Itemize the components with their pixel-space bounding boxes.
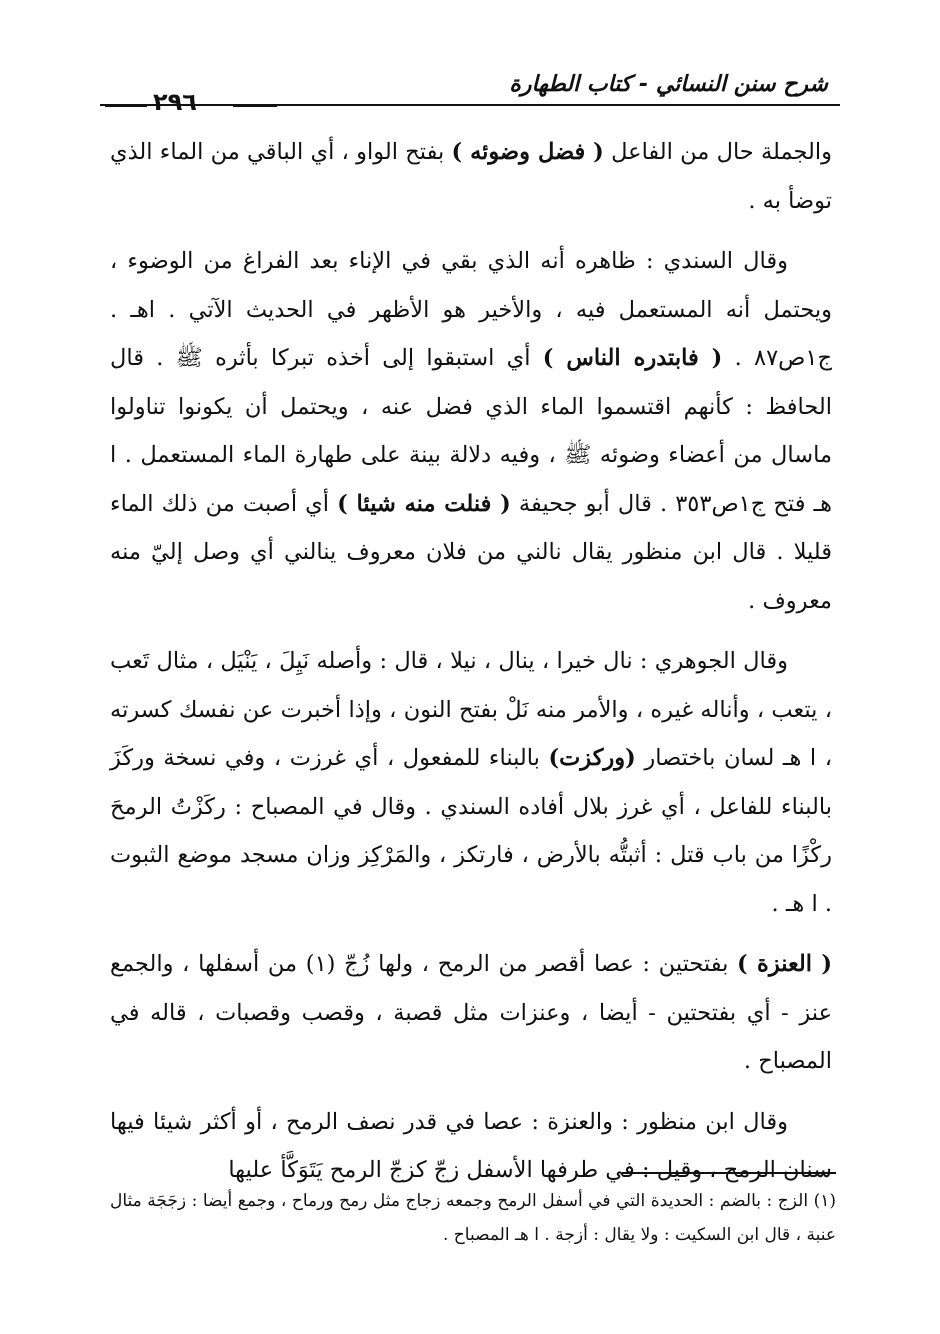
text-segment: أي أصبت من ذلك الماء قليلا . قال ابن منظور يقال نالني من فلان معروف ينالني أي وصل إليّ منه معروف .: [110, 490, 832, 614]
text-segment: بالبناء للمفعول ، أي غرزت ، وفي نسخة وركَزَ بالبناء للفاعل ، أي غرز بلال أفاده السندي . وقال في المصباح : ركَزْتُ الرمحَ ركْزًا من باب قتل : أثبتُّه بالأرض ، فارتكز ، والمَرْكِز وزان مسجد موضع الثبوت . ا هـ .: [110, 745, 832, 917]
footnote-rule: [622, 1172, 836, 1174]
bold-phrase: ( فنلت منه شيئا ): [337, 490, 511, 517]
bold-phrase: ( فابتدره الناس ): [542, 345, 723, 371]
bold-phrase: ( العنزة ): [737, 951, 832, 977]
page-number-dash-left: [105, 104, 147, 107]
bold-phrase: ( فضل وضوئه ): [451, 139, 604, 165]
footnote: (١) الزج : بالضم : الحديدة التي في أسفل الرمح وجمعه زجاج مثل رمح ورماح ، وجمع أيضا : زجَجَة مثال عنبة ، قال ابن السكيت : ولا يقال : أزجة . ا هـ المصباح .: [110, 1191, 836, 1245]
bold-phrase: (وركزت): [548, 745, 636, 771]
text-segment: بفتح الواو ، أي الباقي من الماء الذي توضأ به .: [110, 139, 832, 214]
page-number-row: [105, 88, 305, 118]
paragraph-5: [110, 1098, 832, 1195]
text-segment: أي استبقوا إلى أخذه تبركا بأثره ﷺ . قال الحافظ : كأنهم اقتسموا الماء الذي فضل عنه ، ويحتمل أن يكونوا تناولوا ماسال من أعضاء وضوئه ﷺ ، وفيه دلالة بينة على طهارة الماء المستعمل . ا هـ فتح ج١ص٣٥٣ . قال أبو جحيفة: [110, 345, 833, 517]
text-segment: بفتحتين : عصا أقصر من الرمح ، ولها زُجّ (١) من أسفلها ، والجمع عنز - أي بفتحتين - أيضا ، وعنزات مثل قصبة ، وقصب وقصبات ، قاله في المصباح .: [110, 951, 832, 1074]
text-segment: والجملة حال من الفاعل: [603, 139, 832, 165]
text-segment: وقال ابن منظور : والعنزة : عصا في قدر نصف الرمح ، أو أكثر شيئا فيها سنان الرمح ، وقيل : في طرفها الأسفل زجّ كزجّ الرمح يَتَوَكَّأ عليها: [110, 1108, 832, 1183]
page-number-dash-right: [233, 104, 277, 107]
paragraph-1: [110, 128, 832, 225]
text-segment: وقال الجوهري : نال خيرا ، ينال ، نيلا ، قال : وأصله نَيِلَ ، يَنْيَل ، مثال تَعب ، يتعب ، وأناله غيره ، والأمر منه نَلْ بفتح النون ، وإذا أخبرت عن نفسك كسرته ، ا هـ لسان باختصار: [110, 648, 832, 771]
paragraph-2: [110, 237, 832, 625]
main-text: [110, 128, 832, 1207]
page-number: ٢٩٦: [153, 88, 197, 116]
paragraph-3: [110, 637, 832, 928]
header-title: شرح سنن النسائي - كتاب الطهارة: [509, 72, 828, 97]
text-segment: وقال السندي : ظاهره أنه الذي بقي في الإناء بعد الفراغ من الوضوء ، ويحتمل أنه المستعمل فيه ، والأخير هو الأظهر في الحديث الآتي . اهـ . ج١ص٨٧ .: [110, 248, 832, 371]
paragraph-4: [110, 940, 832, 1086]
